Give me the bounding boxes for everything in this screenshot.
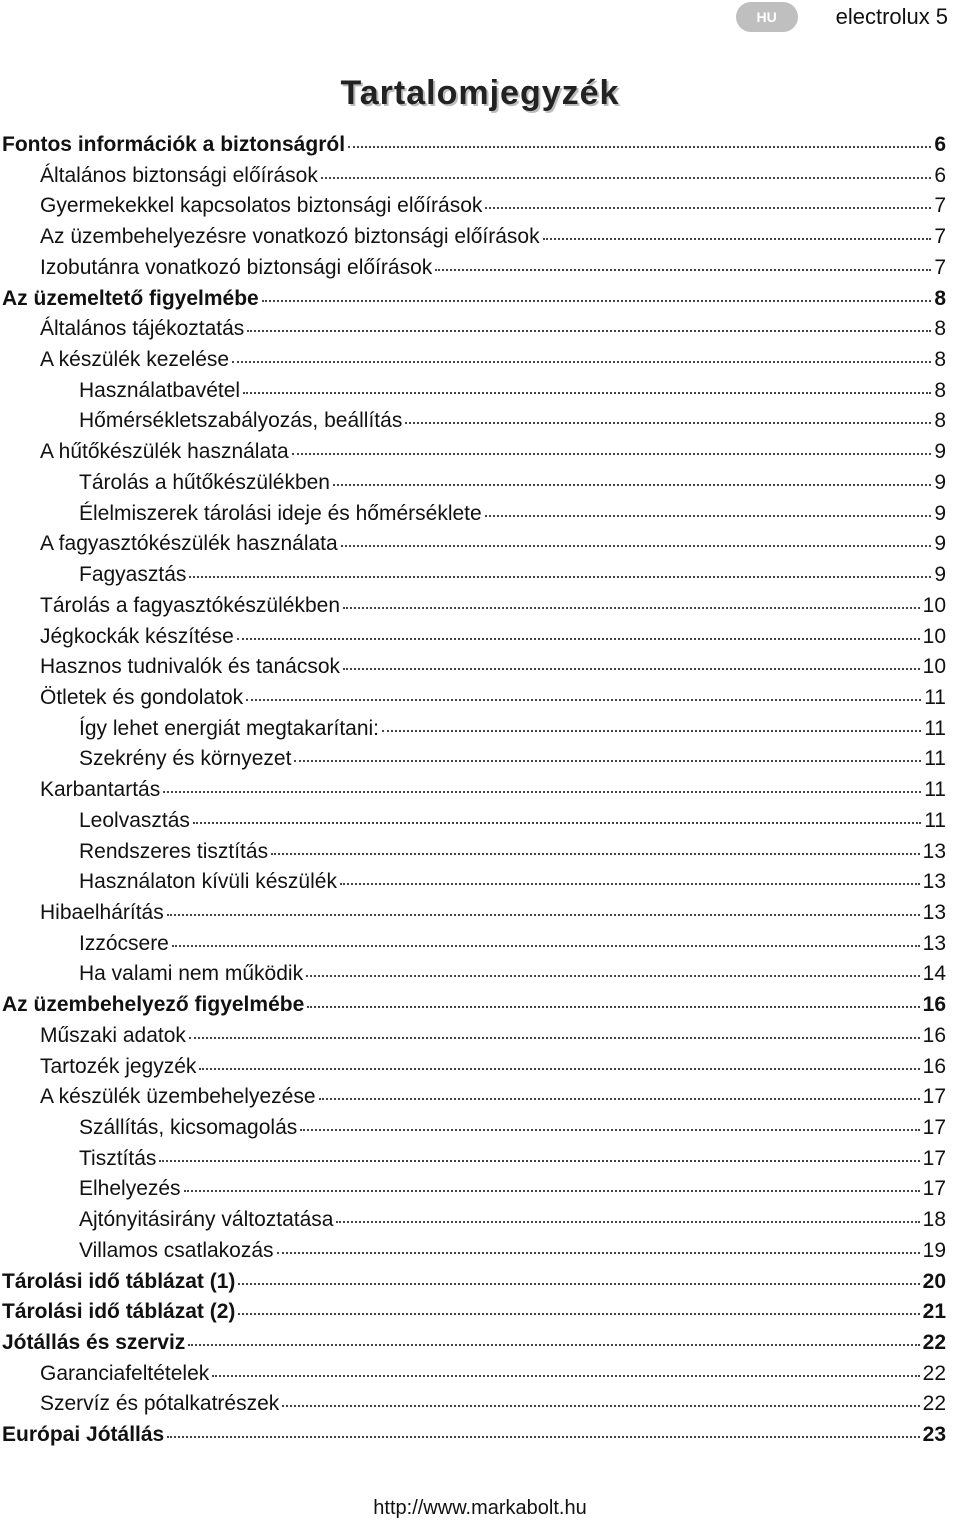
dot-leader bbox=[321, 177, 931, 179]
toc-entry-title: Szekrény és környezet bbox=[79, 747, 292, 771]
toc-entry-title: Szervíz és pótalkatrészek bbox=[40, 1392, 280, 1416]
toc-entry-page: 21 bbox=[922, 1300, 946, 1324]
toc-entry[interactable] bbox=[0, 222, 946, 253]
toc-entry[interactable] bbox=[0, 1021, 946, 1052]
toc-entry[interactable] bbox=[0, 1174, 946, 1205]
toc-entry-title: Ötletek és gondolatok bbox=[40, 685, 244, 709]
toc-entry[interactable] bbox=[0, 1113, 946, 1144]
dot-leader bbox=[336, 1221, 919, 1223]
page-title: Tartalomjegyzék bbox=[340, 74, 620, 112]
toc-entry-title: Tárolási idő táblázat (2) bbox=[2, 1300, 236, 1324]
dot-leader bbox=[172, 945, 920, 947]
toc-entry[interactable] bbox=[0, 959, 946, 990]
toc-entry-page: 14 bbox=[922, 962, 946, 986]
toc-entry-page: 9 bbox=[934, 501, 946, 525]
toc-entry[interactable] bbox=[0, 130, 946, 161]
toc-entry-title: Így lehet energiát megtakarítani: bbox=[79, 716, 380, 740]
toc-entry-page: 11 bbox=[924, 747, 946, 771]
toc-entry-title: Használatbavétel bbox=[79, 378, 241, 402]
toc-entry-title: Rendszeres tisztítás bbox=[79, 839, 269, 863]
toc-entry-page: 7 bbox=[934, 225, 946, 249]
toc-entry-page: 8 bbox=[934, 317, 946, 341]
dot-leader bbox=[333, 484, 931, 486]
dot-leader bbox=[184, 1190, 920, 1192]
toc-entry-title: Általános biztonsági előírások bbox=[40, 163, 318, 187]
toc-entry-title: Európai Jótállás bbox=[2, 1423, 165, 1447]
dot-leader bbox=[193, 822, 921, 824]
toc-entry[interactable] bbox=[0, 345, 946, 376]
toc-entry-page: 17 bbox=[922, 1085, 946, 1109]
dot-leader bbox=[340, 883, 920, 885]
toc-entry-page: 6 bbox=[934, 133, 946, 156]
toc-entry-title: Izobutánra vonatkozó biztonsági előírások bbox=[40, 255, 433, 279]
dot-leader bbox=[237, 638, 920, 640]
toc-entry[interactable] bbox=[0, 775, 946, 806]
toc-entry-title: Az üzembehelyezésre vonatkozó biztonsági előírások bbox=[40, 225, 540, 249]
toc-entry-title: Jégkockák készítése bbox=[40, 624, 234, 648]
toc-entry-page: 23 bbox=[922, 1423, 946, 1447]
toc-entry-title: Gyermekekkel kapcsolatos biztonsági előírások bbox=[40, 194, 483, 218]
toc-entry[interactable] bbox=[0, 284, 946, 315]
toc-entry-page: 8 bbox=[934, 348, 946, 372]
toc-entry[interactable] bbox=[0, 867, 946, 898]
toc-entry-page: 18 bbox=[922, 1208, 946, 1232]
dot-leader bbox=[189, 1037, 920, 1039]
toc-entry-page: 8 bbox=[934, 409, 946, 433]
toc-entry-page: 11 bbox=[924, 685, 946, 709]
toc-entry[interactable] bbox=[0, 161, 946, 192]
dot-leader bbox=[277, 1252, 920, 1254]
toc-entry[interactable] bbox=[0, 1052, 946, 1083]
toc-entry-page: 6 bbox=[934, 163, 946, 187]
dot-leader bbox=[343, 668, 920, 670]
toc-entry-title: Az üzemeltető figyelmébe bbox=[2, 286, 259, 310]
dot-leader bbox=[189, 576, 931, 578]
toc-entry-title: Használaton kívüli készülék bbox=[79, 870, 337, 894]
toc-entry-page: 20 bbox=[922, 1269, 946, 1293]
toc-entry[interactable] bbox=[0, 1144, 946, 1175]
toc-entry[interactable] bbox=[0, 990, 946, 1021]
dot-leader bbox=[435, 269, 931, 271]
toc-entry-page: 11 bbox=[924, 808, 946, 832]
toc-entry-title: Általános tájékoztatás bbox=[40, 317, 245, 341]
toc-entry[interactable] bbox=[0, 499, 946, 530]
toc-entry-title: Ha valami nem működik bbox=[79, 962, 304, 986]
toc-entry-page: 10 bbox=[922, 593, 946, 617]
toc-entry[interactable] bbox=[0, 1205, 946, 1236]
toc-entry-title: Hőmérsékletszabályozás, beállítás bbox=[79, 409, 403, 433]
toc-entry-page: 10 bbox=[922, 655, 946, 679]
toc-entry-title: Élelmiszerek tárolási ideje és hőmérséklete bbox=[79, 501, 482, 525]
dot-leader bbox=[300, 1129, 919, 1131]
toc-entry[interactable] bbox=[0, 1297, 946, 1328]
toc-entry[interactable] bbox=[0, 529, 946, 560]
dot-leader bbox=[319, 1098, 920, 1100]
toc-entry-page: 7 bbox=[934, 194, 946, 218]
toc-entry[interactable] bbox=[0, 1328, 946, 1359]
dot-leader bbox=[294, 760, 921, 762]
dot-leader bbox=[199, 1068, 919, 1070]
toc-entry-page: 13 bbox=[922, 870, 946, 894]
toc-entry[interactable] bbox=[0, 253, 946, 284]
toc-entry[interactable] bbox=[0, 591, 946, 622]
toc-entry-title: A hűtőkészülék használata bbox=[40, 440, 289, 464]
toc-entry-page: 10 bbox=[922, 624, 946, 648]
toc-entry-page: 16 bbox=[922, 1023, 946, 1047]
toc-entry-title: Fontos információk a biztonságról bbox=[2, 133, 346, 156]
dot-leader bbox=[159, 1160, 919, 1162]
toc-entry-page: 9 bbox=[934, 470, 946, 494]
dot-leader bbox=[167, 1436, 919, 1438]
toc-entry-title: Garanciafeltételek bbox=[40, 1361, 210, 1385]
page-number: 5 bbox=[935, 4, 948, 29]
toc-entry-title: Műszaki adatok bbox=[40, 1023, 186, 1047]
toc-entry[interactable] bbox=[0, 622, 946, 653]
toc-entry-page: 22 bbox=[922, 1392, 946, 1416]
dot-leader bbox=[307, 1006, 919, 1008]
toc-entry[interactable] bbox=[0, 468, 946, 499]
brand-name: electrolux bbox=[835, 4, 930, 29]
toc-entry-title: Tárolási idő táblázat (1) bbox=[2, 1269, 236, 1293]
toc-entry[interactable] bbox=[0, 1236, 946, 1267]
toc-entry[interactable] bbox=[0, 376, 946, 407]
toc-entry[interactable] bbox=[0, 437, 946, 468]
toc-entry-page: 9 bbox=[934, 440, 946, 464]
toc-entry[interactable] bbox=[0, 714, 946, 745]
dot-leader bbox=[348, 146, 931, 148]
toc-entry-title: Hibaelhárítás bbox=[40, 900, 164, 924]
toc-entry-page: 17 bbox=[922, 1146, 946, 1170]
dot-leader bbox=[212, 1375, 919, 1377]
toc-entry-title: Tárolás a fagyasztókészülékben bbox=[40, 593, 340, 617]
dot-leader bbox=[238, 1313, 919, 1315]
toc-entry[interactable] bbox=[0, 1082, 946, 1113]
page-header bbox=[736, 0, 960, 34]
toc-entry-title: Karbantartás bbox=[40, 778, 161, 802]
toc-entry-page: 7 bbox=[934, 255, 946, 279]
toc-entry-title: Jótállás és szerviz bbox=[2, 1331, 186, 1355]
toc-entry-page: 16 bbox=[922, 1054, 946, 1078]
toc-entry[interactable] bbox=[0, 1420, 946, 1451]
dot-leader bbox=[343, 607, 920, 609]
toc-entry[interactable] bbox=[0, 837, 946, 868]
toc-entry-page: 13 bbox=[922, 931, 946, 955]
toc-entry[interactable] bbox=[0, 806, 946, 837]
toc-entry-title: A fagyasztókészülék használata bbox=[40, 532, 338, 556]
toc-entry-title: Fagyasztás bbox=[79, 563, 187, 587]
toc-entry-page: 19 bbox=[922, 1238, 946, 1262]
table-of-contents bbox=[0, 130, 946, 1451]
toc-entry-page: 8 bbox=[934, 378, 946, 402]
toc-entry[interactable] bbox=[0, 560, 946, 591]
toc-entry-page: 17 bbox=[922, 1116, 946, 1139]
toc-entry-page: 16 bbox=[922, 993, 946, 1017]
dot-leader bbox=[306, 975, 920, 977]
toc-entry-page: 11 bbox=[924, 716, 946, 740]
toc-entry-title: Az üzembehelyező figyelmébe bbox=[2, 993, 305, 1017]
dot-leader bbox=[341, 545, 932, 547]
dot-leader bbox=[262, 300, 932, 302]
toc-entry[interactable] bbox=[0, 406, 946, 437]
dot-leader bbox=[247, 330, 931, 332]
toc-entry-page: 17 bbox=[922, 1177, 946, 1201]
toc-entry-title: Elhelyezés bbox=[79, 1177, 181, 1201]
toc-entry-title: Leolvasztás bbox=[79, 808, 190, 832]
dot-leader bbox=[382, 730, 921, 732]
dot-leader bbox=[485, 207, 931, 209]
toc-entry-title: Tartozék jegyzék bbox=[40, 1054, 197, 1078]
toc-entry-page: 22 bbox=[922, 1361, 946, 1385]
dot-leader bbox=[485, 515, 932, 517]
dot-leader bbox=[163, 791, 921, 793]
toc-entry[interactable] bbox=[0, 683, 946, 714]
toc-entry-title: Izzócsere bbox=[79, 931, 169, 955]
dot-leader bbox=[238, 1283, 919, 1285]
dot-leader bbox=[167, 914, 920, 916]
dot-leader bbox=[271, 853, 920, 855]
language-badge: HU bbox=[736, 2, 798, 32]
toc-entry[interactable] bbox=[0, 929, 946, 960]
toc-entry-page: 13 bbox=[922, 839, 946, 863]
toc-entry-title: Villamos csatlakozás bbox=[79, 1238, 274, 1262]
toc-entry-page: 9 bbox=[934, 563, 946, 587]
dot-leader bbox=[232, 361, 931, 363]
toc-entry-title: A készülék üzembehelyezése bbox=[40, 1085, 316, 1109]
toc-entry-page: 22 bbox=[922, 1331, 946, 1355]
toc-entry-title: Tárolás a hűtőkészülékben bbox=[79, 470, 330, 494]
toc-entry-page: 11 bbox=[924, 778, 946, 802]
toc-entry[interactable] bbox=[0, 652, 946, 683]
dot-leader bbox=[282, 1405, 919, 1407]
dot-leader bbox=[243, 392, 931, 394]
toc-entry-title: Ajtónyitásirány változtatása bbox=[79, 1208, 334, 1232]
toc-entry-page: 8 bbox=[934, 286, 946, 310]
toc-entry[interactable] bbox=[0, 1359, 946, 1390]
dot-leader bbox=[405, 422, 931, 424]
dot-leader bbox=[292, 453, 932, 455]
dot-leader bbox=[246, 699, 921, 701]
toc-entry-page: 13 bbox=[922, 900, 946, 924]
dot-leader bbox=[543, 238, 932, 240]
toc-entry-page: 9 bbox=[934, 532, 946, 556]
toc-entry[interactable] bbox=[0, 1389, 946, 1420]
toc-entry[interactable] bbox=[0, 191, 946, 222]
toc-entry-title: Hasznos tudnivalók és tanácsok bbox=[40, 655, 340, 679]
footer-url: http://www.markabolt.hu bbox=[373, 1497, 587, 1519]
dot-leader bbox=[188, 1344, 919, 1346]
toc-entry-title: Tisztítás bbox=[79, 1146, 157, 1170]
toc-entry[interactable] bbox=[0, 1267, 946, 1298]
toc-entry-title: A készülék kezelése bbox=[40, 348, 230, 372]
toc-entry[interactable] bbox=[0, 744, 946, 775]
toc-entry[interactable] bbox=[0, 898, 946, 929]
toc-entry-title: Szállítás, kicsomagolás bbox=[79, 1116, 298, 1139]
toc-entry[interactable] bbox=[0, 314, 946, 345]
